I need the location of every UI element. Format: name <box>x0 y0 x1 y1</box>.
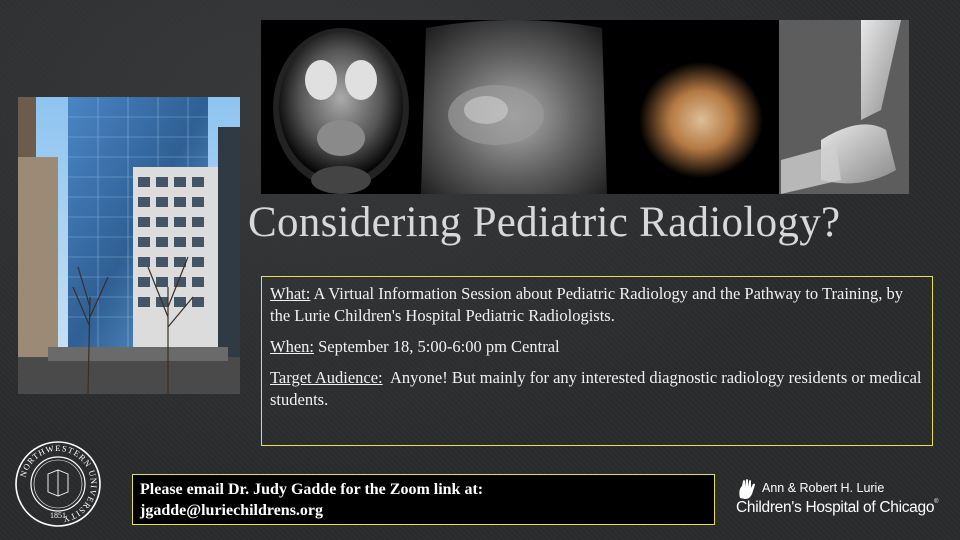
hand-logo-icon <box>736 478 760 500</box>
what-text: A Virtual Information Session about Pediatric Radiology and the Pathway to Training, by the Lurie Children's Hospital Pediatric Radiologists. <box>270 284 903 325</box>
contact-line: Please email Dr. Judy Gadde for the Zoom link at: <box>140 481 484 498</box>
lurie-trademark: ® <box>934 499 939 505</box>
what-paragraph <box>270 283 924 327</box>
lurie-hospital-text: Children's Hospital of Chicago <box>736 499 935 516</box>
lurie-hospital-line <box>736 499 938 517</box>
contact-email[interactable]: jgadde@luriechildrens.org <box>140 502 324 519</box>
seal-year: 1851 <box>50 511 66 520</box>
brain-mri-image <box>261 20 421 194</box>
audience-text: Anyone! But mainly for any interested diagnostic radiology residents or medical students. <box>270 368 926 409</box>
when-label: When: <box>270 337 314 356</box>
audience-paragraph <box>270 367 924 411</box>
ceus-image <box>607 20 779 194</box>
when-paragraph <box>270 336 924 358</box>
arm-xray-image <box>779 20 909 194</box>
audience-label: Target Audience: <box>270 368 383 387</box>
seal-outer-text: NORTHWESTERN UNIVERSITY <box>17 442 100 525</box>
northwestern-seal <box>14 440 102 528</box>
ultrasound-image <box>421 20 607 194</box>
building-photo <box>18 97 240 394</box>
lurie-name-line: Ann & Robert H. Lurie <box>762 481 885 495</box>
page-title: Considering Pediatric Radiology? <box>248 199 841 246</box>
what-label: What: <box>270 284 311 303</box>
imaging-strip <box>261 20 909 194</box>
when-text: September 18, 5:00-6:00 pm Central <box>313 337 560 356</box>
info-box <box>261 276 933 446</box>
lurie-logo <box>736 476 946 522</box>
contact-box <box>132 474 715 525</box>
